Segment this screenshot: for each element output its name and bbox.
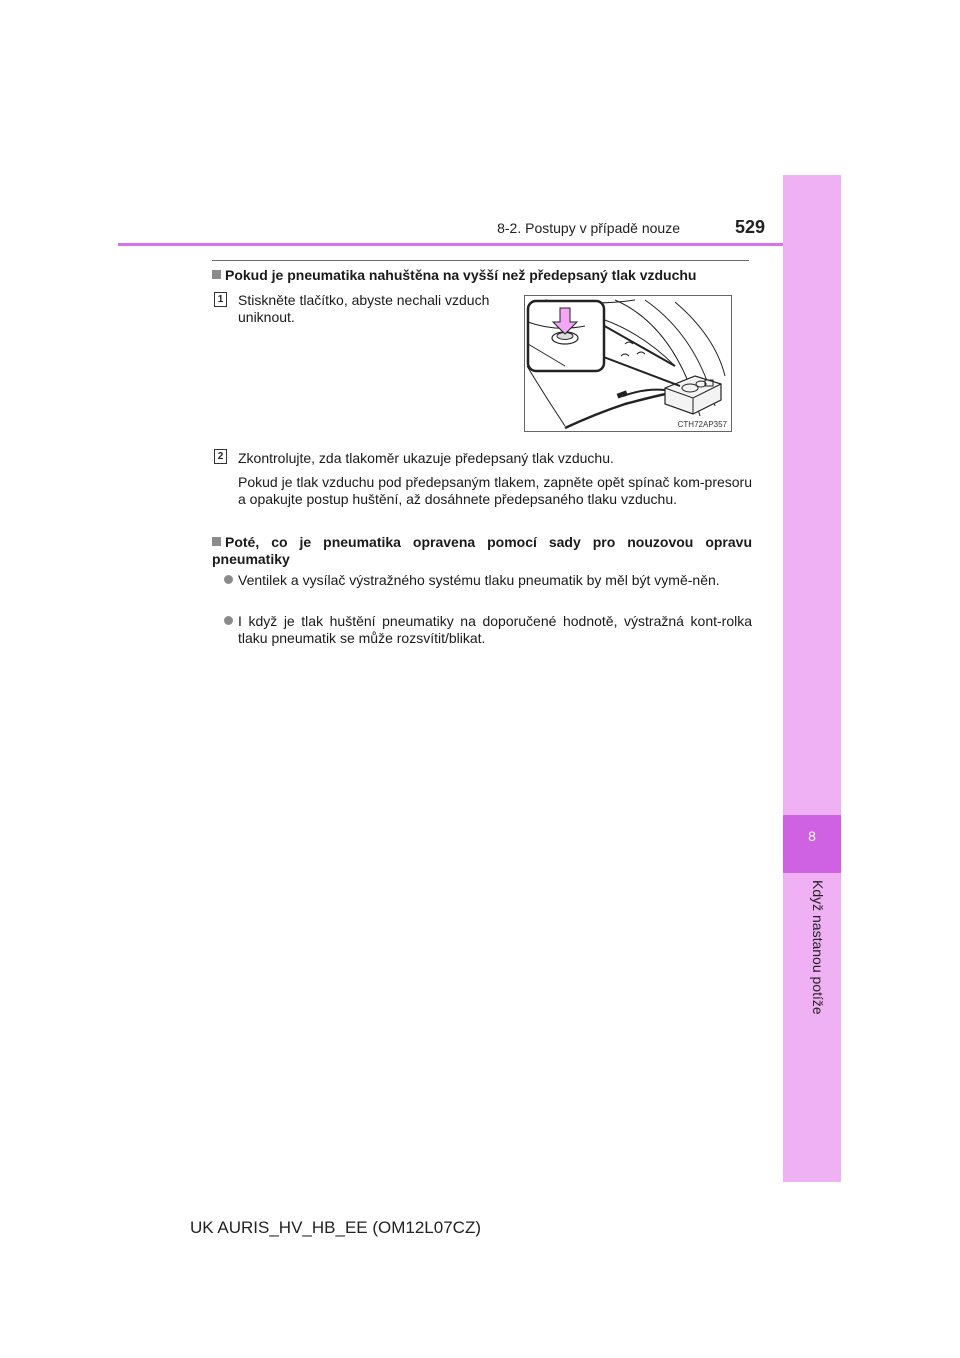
section-title: 8-2. Postupy v případě nouze bbox=[497, 220, 680, 236]
step-2-note: Pokud je tlak vzduchu pod předepsaným tlakem, zapněte opět spínač kom-presoru a opakujte postup huštění, až dosáhnete předepsaného tlaku vzduchu. bbox=[238, 474, 752, 507]
step-2-text: Zkontrolujte, zda tlakoměr ukazuje předepsaný tlak vzduchu. bbox=[238, 450, 614, 466]
step-number-1: 1 bbox=[214, 292, 227, 307]
figure-caption: CTH72AP357 bbox=[677, 420, 727, 429]
chapter-number: 8 bbox=[808, 828, 816, 844]
step-number-2: 2 bbox=[214, 449, 227, 464]
header-rule bbox=[118, 243, 783, 246]
chapter-title: Když nastanou potíže bbox=[810, 880, 826, 1015]
page-number: 529 bbox=[735, 217, 766, 237]
tire-repair-kit-figure bbox=[524, 295, 732, 432]
section-heading-overinflated: Pokud je pneumatika nahuštěna na vyšší než předepsaný tlak vzduchu bbox=[212, 267, 752, 284]
footer-model-code: UK AURIS_HV_HB_EE (OM12L07CZ) bbox=[190, 1218, 481, 1237]
square-bullet-icon bbox=[212, 537, 221, 546]
tire-repair-kit-illustration bbox=[525, 296, 731, 431]
round-bullet-icon bbox=[224, 575, 233, 584]
square-bullet-icon bbox=[212, 270, 221, 279]
chapter-tab[interactable] bbox=[783, 815, 841, 873]
section-heading-after-repair: Poté, co je pneumatika opravena pomocí sady pro nouzovou opravu pneumatiky bbox=[212, 534, 752, 567]
section-rule bbox=[212, 260, 749, 261]
step-1-text: Stiskněte tlačítko, abyste nechali vzduch uniknout. bbox=[238, 292, 490, 325]
list-item: I když je tlak huštění pneumatiky na doporučené hodnotě, výstražná kont-rolka tlaku pneumatik se může rozsvítit/blikat. bbox=[224, 613, 752, 647]
list-item: Ventilek a vysílač výstražného systému tlaku pneumatik by měl být vymě-něn. bbox=[224, 572, 752, 589]
round-bullet-icon bbox=[224, 616, 233, 625]
